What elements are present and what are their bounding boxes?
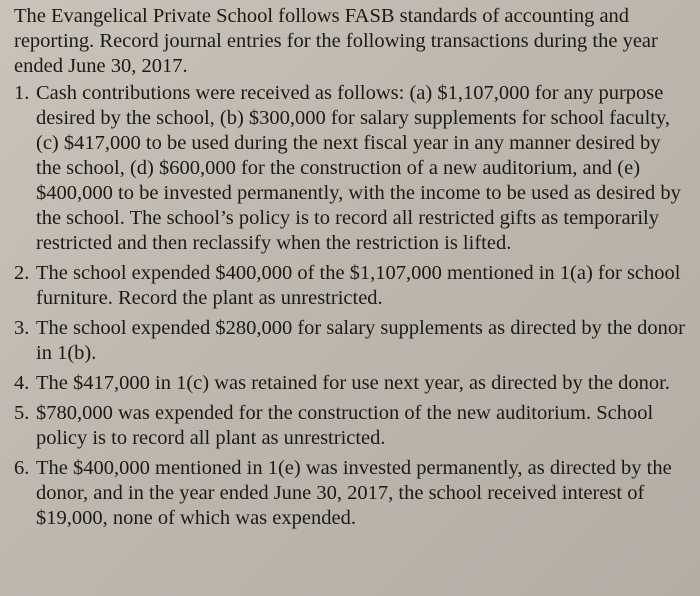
item-text: The $400,000 mentioned in 1(e) was invested permanently, as directed by the donor, and in the year ended June 30, 2017, the school received interest of $19,000, none of which was expended.	[36, 457, 672, 529]
item-number: 1.	[14, 82, 30, 104]
list-item	[14, 261, 686, 311]
item-text: Cash contributions were received as follows: (a) $1,107,000 for any purpose desired by the school, (b) $300,000 for salary supplements for school faculty, (c) $417,000 to be used during the next fiscal year in any manner desired by the school, (d) $600,000 for the construction of a new auditorium, and (e) $400,000 to be invested permanently, with the income to be used as desired by the school. The school’s policy is to record all restricted gifts as temporarily restricted and then reclassify when the restriction is lifted.	[36, 82, 681, 254]
list-item	[14, 401, 686, 451]
transaction-list	[14, 81, 686, 531]
item-number: 3.	[14, 317, 30, 339]
item-number: 6.	[14, 457, 30, 479]
list-item	[14, 81, 686, 256]
item-text: The $417,000 in 1(c) was retained for use next year, as directed by the donor.	[36, 372, 670, 394]
list-item	[14, 456, 686, 531]
item-number: 2.	[14, 262, 30, 284]
list-item	[14, 316, 686, 366]
list-item	[14, 371, 686, 396]
item-text: The school expended $280,000 for salary supplements as directed by the donor in 1(b).	[36, 317, 685, 364]
problem-intro: The Evangelical Private School follows FASB standards of accounting and reporting. Record journal entries for the following transactions during the year ended June 30, 2017.	[14, 5, 658, 77]
item-text: $780,000 was expended for the construction of the new auditorium. School policy is to record all plant as unrestricted.	[36, 402, 654, 449]
item-number: 5.	[14, 402, 30, 424]
item-number: 4.	[14, 372, 30, 394]
item-text: The school expended $400,000 of the $1,107,000 mentioned in 1(a) for school furniture. Record the plant as unrestricted.	[36, 262, 681, 309]
